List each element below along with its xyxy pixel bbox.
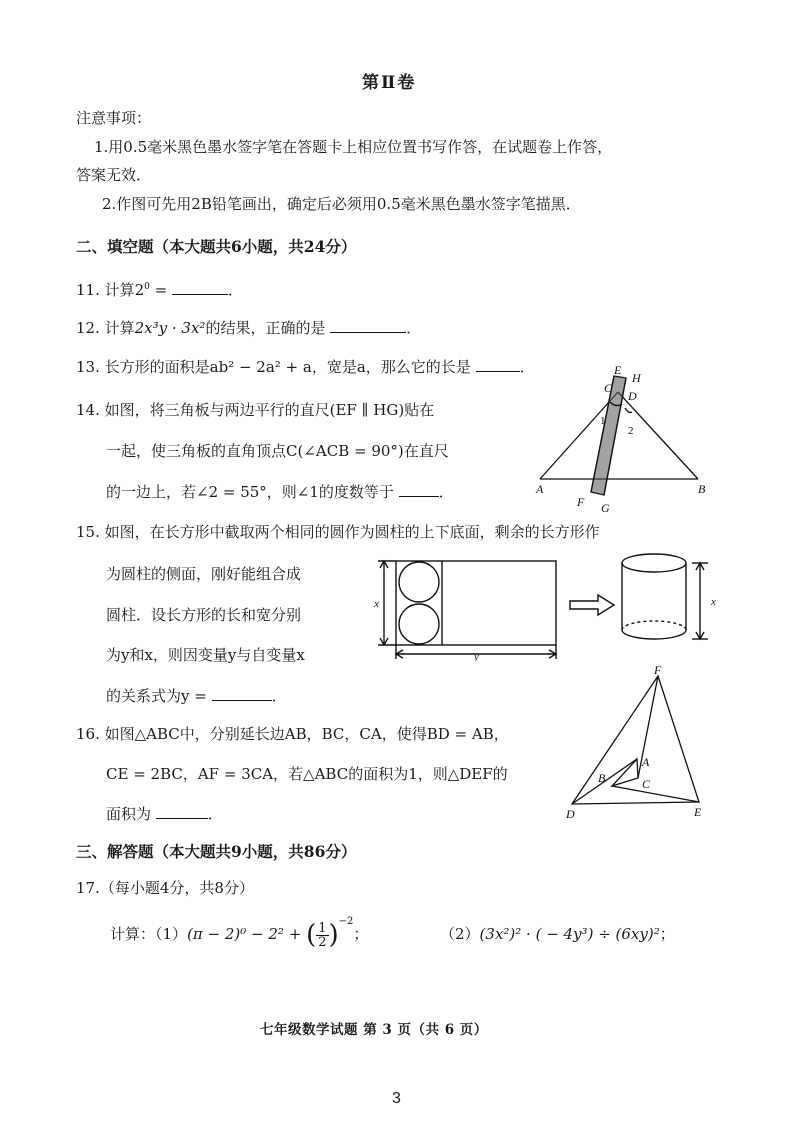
q14-figure [528,362,718,514]
q15-transform-arrow-icon [568,592,618,618]
q14-label-angle-1: 1 [600,415,606,427]
page-footer: 七年级数学试题 第 3 页（共 6 页） [260,1022,488,1038]
notice-item-1-line-2: 答案无效． [76,166,152,184]
q17-p1-fraction-denominator: 2 [318,934,327,950]
q16-figure [562,664,712,822]
q17-p1-exponent: −2 [338,916,354,927]
section-2-heading: 二、填空题（本大题共6小题，共24分） [76,237,357,256]
notice-heading: 注意事项： [76,109,152,127]
q15-cylinder-top [622,554,686,572]
q15-line-3: 圆柱．设长方形的长和宽分别 [106,606,302,624]
q12-answer-blank[interactable] [330,318,406,333]
q15-label-y: y [474,651,479,661]
q15-line-2: 为圆柱的侧面，刚好能组合成 [106,565,302,583]
q16-line-3-text: 面积为 [106,805,152,823]
q14-label-angle-2: 2 [628,425,634,437]
q16-label-d: D [566,807,575,821]
q11-answer-blank[interactable] [172,280,228,295]
q17-p1-fraction-numerator: 1 [318,920,327,936]
q14-label-g: G [601,501,610,514]
q16-line-1: 16. 如图△ABC中，分别延长边AB，BC，CA，使得BD = AB， [76,725,509,743]
page-title: 第Ⅱ卷 [362,73,417,93]
q17-part-1: 计算：（1）(π − 2)⁰ − 2² + ( $\frac{1}{2}$ )$^{-2}$； [110,916,369,950]
q17-p2-label: （2） [440,925,480,943]
q16-line-3 [106,804,223,824]
q17-p1-label: （1） [155,925,188,943]
q16-label-b: B [598,771,606,785]
q15-cylinder-figure [612,548,722,652]
q15-suffix: ． [271,687,287,705]
q15-circle-top [399,562,439,602]
q17-p1-fraction [316,922,328,949]
q11-prefix: 11. 计算 [76,281,135,299]
q16-suffix: ． [207,805,223,823]
q16-answer-blank[interactable] [156,804,208,819]
q14-label-f: F [577,495,585,509]
q14-suffix: ． [438,483,454,501]
question-12 [76,318,421,338]
q15-line-5 [106,686,287,706]
q15-answer-blank[interactable] [212,686,272,701]
question-11 [76,280,243,300]
q11-base: 2 [134,281,145,299]
q14-label-e: E [614,363,622,377]
q16-label-e: E [694,805,702,819]
q12-expression: 2x³y · 3x² [134,319,206,337]
notice-item-2: 2.作图可先用2B铅笔画出，确定后必须用0.5毫米黑色墨水签字笔描黑． [102,195,581,213]
q16-label-f: F [654,664,662,677]
q14-label-c: C [604,381,613,395]
q14-angle-2-arc [625,408,632,413]
q16-label-c: C [642,777,651,791]
q16-triangle-def [572,676,699,804]
q14-line-3-text: 的一边上，若∠2 = 55°，则∠1的度数等于 [106,483,394,501]
q16-line-be [612,786,699,802]
q11-equals: = [149,281,168,299]
q14-label-h: H [632,371,641,385]
q16-line-2: CE = 2BC，AF = 3CA，若△ABC的面积为1，则△DEF的 [106,765,508,783]
q15-line-4: 为y和x，则因变量y与自变量x [106,646,305,664]
q15-cylinder-bottom-front [622,630,686,639]
section-3-heading: 三、解答题（本大题共9小题，共86分） [76,842,357,861]
q13-text: 13. 长方形的面积是ab² − 2a² + a，宽是a，那么它的长是 [76,358,471,376]
q14-line-3 [106,482,454,502]
q15-circle-bottom [399,604,439,644]
q12-prefix: 12. 计算 [76,319,135,337]
q12-mid: 的结果，正确的是 [205,319,326,337]
q11-suffix: ． [228,281,244,299]
question-13 [76,357,535,377]
q16-label-a: A [642,755,650,769]
q14-line-1: 14. 如图，将三角板与两边平行的直尺(EF ∥ HG)贴在 [76,401,435,419]
q17-heading: 17.（每小题4分，共8分） [76,879,254,897]
q14-line-2: 一起，使三角板的直角顶点C(∠ACB = 90°)在直尺 [106,442,449,460]
q15-label-x-right: x [711,596,716,608]
q14-label-b: B [698,482,706,496]
q15-rectangle-figure [372,553,568,661]
q14-label-a: A [536,482,544,496]
q15-line-1: 15. 如图，在长方形中截取两个相同的圆作为圆柱的上下底面，剩余的长方形作 [76,523,600,541]
q17-p2-end: ； [659,925,675,943]
q17-p1-end: ； [353,925,369,943]
q11-exponent: 0 [144,282,150,292]
q16-triangle-abc [612,759,638,786]
q13-answer-blank[interactable] [476,357,520,372]
q15-rectangle [396,561,556,645]
q13-suffix: ． [519,358,535,376]
q17-label: 计算： [110,925,156,943]
q12-suffix: ． [406,319,422,337]
q15-label-x-left: x [374,598,379,610]
q17-p2-expression: (3x²)² · ( − 4y³) ÷ (6xy)² [479,925,660,943]
q15-line-5-text: 的关系式为y = [106,687,207,705]
q17-p1-expression: (π − 2)⁰ − 2² + [187,925,307,943]
page-number: 3 [392,1090,401,1107]
q15-cylinder-bottom-back [622,621,686,630]
notice-item-1-line-1: 1.用0.5毫米黑色墨水签字笔在答题卡上相应位置书写作答，在试题卷上作答， [94,138,613,156]
q17-part-2 [440,914,675,954]
q14-answer-blank[interactable] [399,482,439,497]
q14-label-d: D [628,389,637,403]
